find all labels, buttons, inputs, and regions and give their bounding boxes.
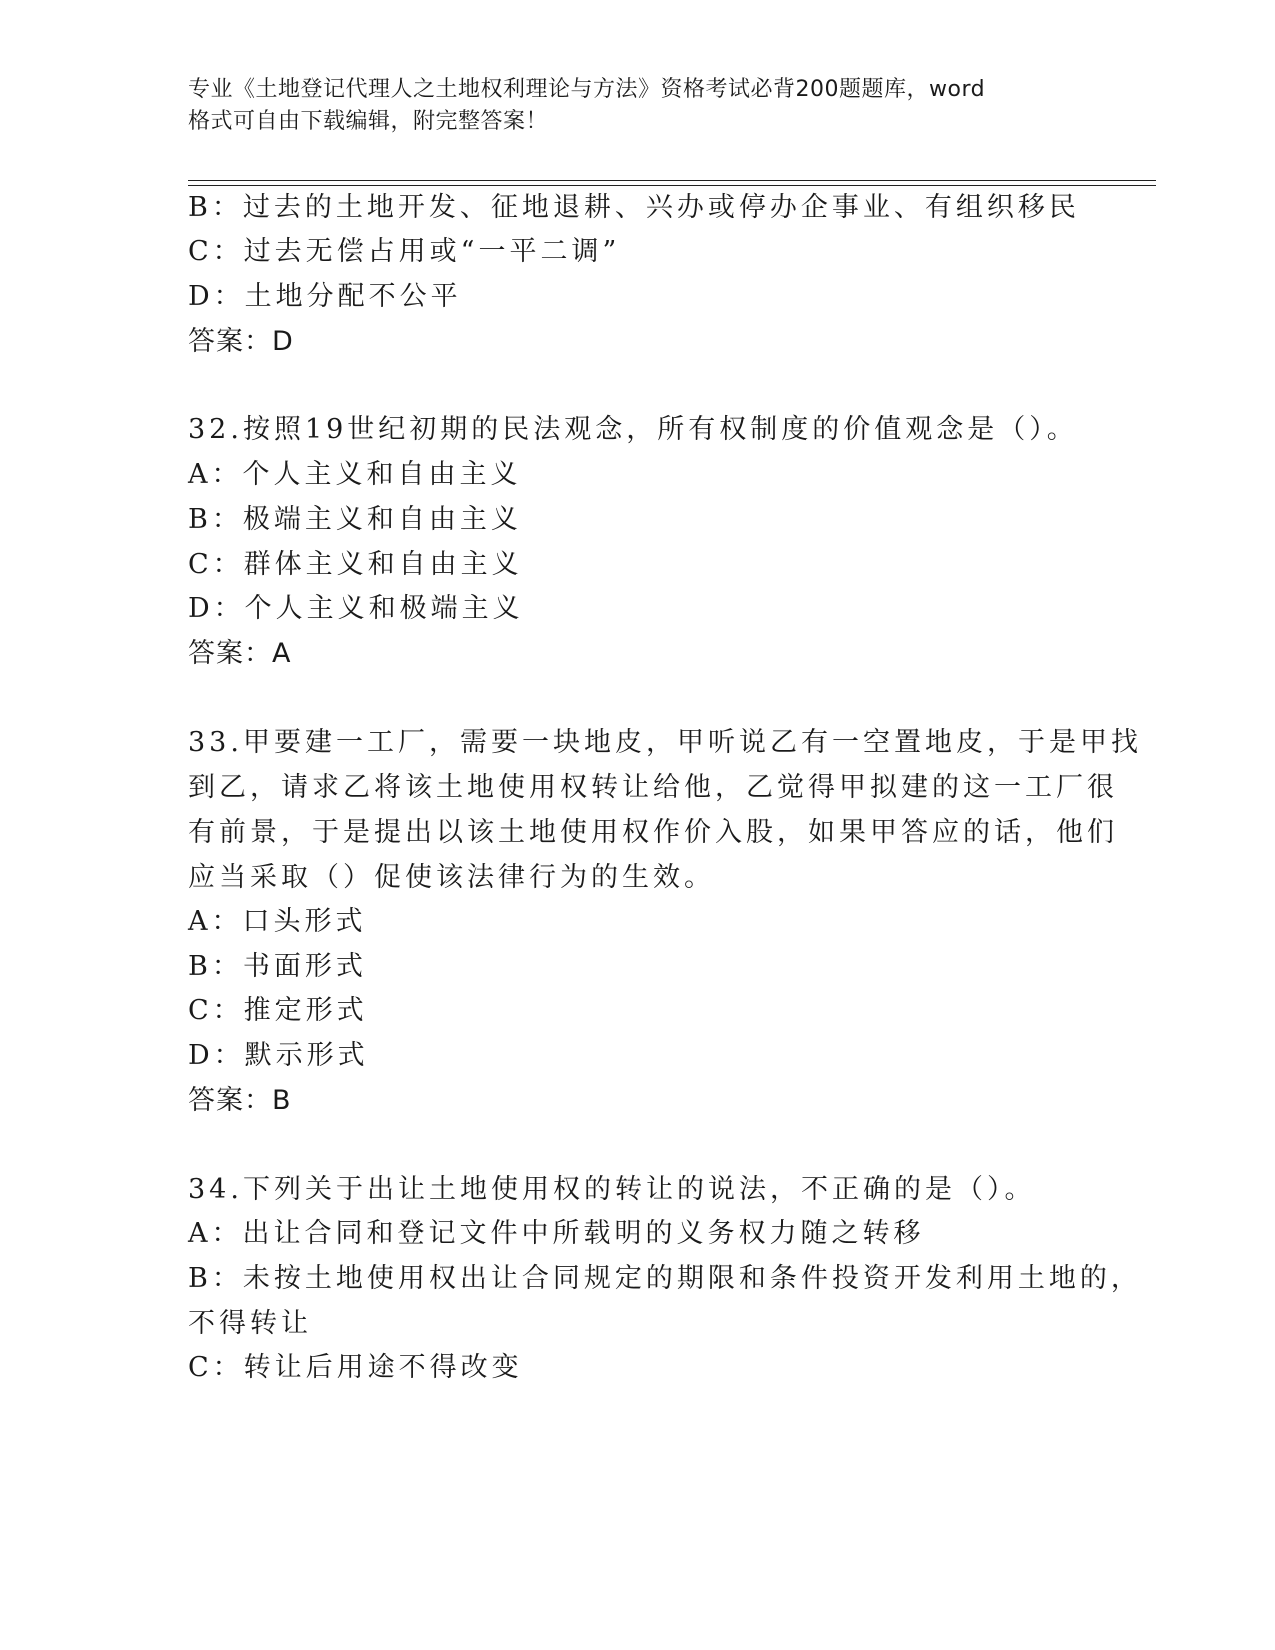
q31-option-d: D：土地分配不公平 <box>188 281 462 312</box>
q33-question-line-4: 应当采取（）促使该法律行为的生效。 <box>188 862 715 893</box>
q33-option-d: D：默示形式 <box>188 1040 369 1071</box>
header-divider-top <box>188 180 1156 181</box>
q34-option-b-line-1: B：未按土地使用权出让合同规定的期限和条件投资开发利用土地的， <box>188 1263 1142 1294</box>
q33-answer: 答案：B <box>188 1085 292 1116</box>
document-header <box>188 74 1068 138</box>
q33-option-c: C：推定形式 <box>188 995 368 1026</box>
q32-answer: 答案：A <box>188 638 292 669</box>
q33-question-line-2: 到乙，请求乙将该土地使用权转让给他，乙觉得甲拟建的这一工厂很 <box>188 772 1118 803</box>
q33-question-line-3: 有前景，于是提出以该土地使用权作价入股，如果甲答应的话，他们 <box>188 817 1118 848</box>
q32-option-a: A：个人主义和自由主义 <box>188 459 522 490</box>
q34-option-a: A：出让合同和登记文件中所载明的义务权力随之转移 <box>188 1218 925 1249</box>
q33-option-a: A：口头形式 <box>188 906 367 937</box>
q32-option-b: B：极端主义和自由主义 <box>188 504 522 535</box>
q34-option-c: C：转让后用途不得改变 <box>188 1352 523 1383</box>
q32-option-d: D：个人主义和极端主义 <box>188 593 524 624</box>
q31-option-c: C：过去无偿占用或“一平二调” <box>188 236 621 267</box>
q32-question: 32.按照19世纪初期的民法观念，所有权制度的价值观念是（）。 <box>188 414 1078 445</box>
q31-answer: 答案：D <box>188 326 294 357</box>
header-title-line-1: 专业《土地登记代理人之土地权利理论与方法》资格考试必背200题题库，word <box>188 77 986 102</box>
q34-option-b-line-2: 不得转让 <box>188 1308 312 1339</box>
q32-option-c: C：群体主义和自由主义 <box>188 549 523 580</box>
q34-question: 34.下列关于出让土地使用权的转让的说法，不正确的是（）。 <box>188 1174 1036 1205</box>
q33-question-line-1: 33.甲要建一工厂，需要一块地皮，甲听说乙有一空置地皮，于是甲找 <box>188 727 1142 758</box>
header-title-line-2: 格式可自由下载编辑，附完整答案！ <box>188 109 549 134</box>
q33-option-b: B：书面形式 <box>188 951 367 982</box>
q31-option-b: B：过去的土地开发、征地退耕、兴办或停办企事业、有组织移民 <box>188 192 1080 223</box>
header-divider-bottom <box>188 185 1156 186</box>
